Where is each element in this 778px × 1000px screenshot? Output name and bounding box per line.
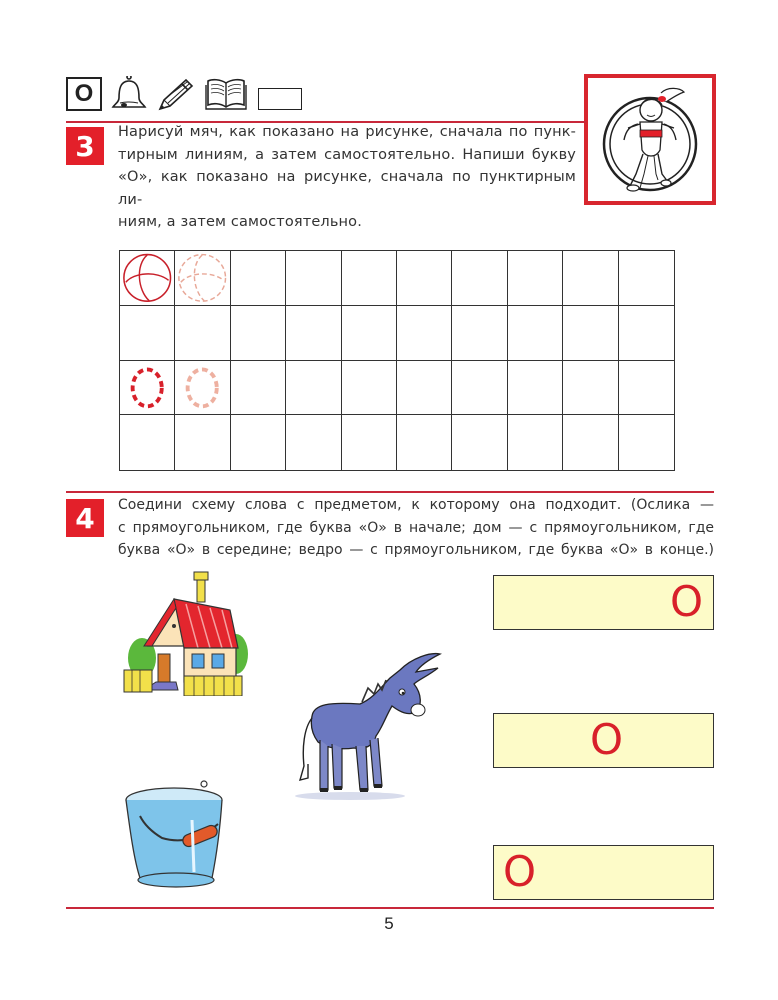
task-number-badge: 3 — [66, 127, 104, 165]
grid-cell[interactable] — [452, 415, 507, 470]
writing-grid — [119, 250, 675, 471]
grid-cell[interactable] — [563, 251, 618, 306]
house-picture[interactable] — [118, 566, 248, 696]
house-drawing — [118, 566, 248, 696]
scheme-letter: О — [503, 846, 537, 896]
instruction-line: «О», как показано на рисунке, сначала по пунктирным ли- — [118, 169, 576, 208]
grid-cell[interactable] — [452, 306, 507, 361]
grid-cell[interactable] — [397, 361, 452, 416]
grid-cell[interactable] — [231, 415, 286, 470]
letter-o-dotted-trace — [175, 361, 229, 415]
section-divider — [66, 491, 714, 493]
grid-cell[interactable] — [563, 415, 618, 470]
grid-cell[interactable] — [175, 306, 230, 361]
instruction-line: тирным линиям, а затем самостоятельно. Напиши букву — [118, 146, 576, 163]
grid-cell[interactable] — [286, 415, 341, 470]
instruction-line: буква «О» в середине; ведро — с прямоугольником, где буква «О» в конце.) — [118, 542, 714, 558]
grid-cell[interactable] — [175, 415, 230, 470]
grid-cell[interactable] — [342, 361, 397, 416]
grid-cell[interactable] — [342, 306, 397, 361]
word-scheme-o-end[interactable] — [493, 575, 714, 630]
grid-cell[interactable] — [286, 361, 341, 416]
ball-example — [120, 251, 174, 305]
instruction-line: ниям, а затем самостоятельно. — [118, 214, 362, 230]
grid-cell[interactable] — [619, 251, 674, 306]
grid-cell[interactable] — [231, 306, 286, 361]
letter-box: О — [66, 77, 102, 111]
hoop-girl-drawing — [588, 78, 712, 201]
footer-divider — [66, 907, 714, 909]
pencil-icon — [156, 76, 196, 112]
word-scheme-o-middle[interactable] — [493, 713, 714, 768]
task-number-badge: 4 — [66, 499, 104, 537]
grid-cell[interactable] — [286, 251, 341, 306]
word-scheme-o-start[interactable] — [493, 845, 714, 900]
grid-cell[interactable] — [619, 415, 674, 470]
donkey-picture[interactable] — [290, 648, 450, 803]
task-4-instructions — [118, 494, 714, 562]
grid-cell[interactable] — [563, 306, 618, 361]
bucket-picture[interactable] — [122, 780, 232, 892]
grid-cell[interactable] — [120, 251, 175, 306]
grid-cell[interactable] — [619, 361, 674, 416]
bucket-drawing — [122, 780, 232, 892]
grid-cell[interactable] — [120, 306, 175, 361]
grid-cell[interactable] — [175, 251, 230, 306]
task-3-instructions — [118, 121, 576, 234]
grid-cell[interactable] — [342, 251, 397, 306]
grid-cell[interactable] — [175, 361, 230, 416]
bell-icon — [110, 76, 148, 112]
blank-rectangle — [258, 88, 302, 110]
book-icon — [204, 76, 248, 112]
grid-cell[interactable] — [452, 361, 507, 416]
grid-cell[interactable] — [508, 306, 563, 361]
grid-cell[interactable] — [231, 251, 286, 306]
grid-cell[interactable] — [508, 251, 563, 306]
grid-cell[interactable] — [231, 361, 286, 416]
grid-cell[interactable] — [452, 251, 507, 306]
instruction-line: с прямоугольником, где буква «О» в начале; дом — с прямоугольником, где — [118, 519, 714, 536]
ball-dotted-trace — [175, 251, 229, 305]
grid-cell[interactable] — [619, 306, 674, 361]
instruction-line: Нарисуй мяч, как показано на рисунке, сначала по пунк- — [118, 124, 576, 140]
grid-cell[interactable] — [397, 415, 452, 470]
grid-cell[interactable] — [120, 361, 175, 416]
grid-cell[interactable] — [397, 306, 452, 361]
scheme-letter: О — [590, 714, 624, 764]
grid-cell[interactable] — [508, 415, 563, 470]
letter-o-dotted-example — [120, 361, 174, 415]
header-icons — [66, 76, 302, 112]
grid-cell[interactable] — [563, 361, 618, 416]
girl-with-hoop-illustration — [584, 74, 716, 205]
frame-connector — [576, 121, 586, 123]
donkey-drawing — [290, 648, 450, 803]
grid-cell[interactable] — [120, 415, 175, 470]
instruction-line: Соедини схему слова с предметом, к которому она подходит. (Ослика — — [118, 497, 714, 513]
page-number: 5 — [384, 914, 394, 933]
grid-cell[interactable] — [286, 306, 341, 361]
grid-cell[interactable] — [342, 415, 397, 470]
scheme-letter: О — [669, 576, 703, 626]
grid-cell[interactable] — [397, 251, 452, 306]
grid-cell[interactable] — [508, 361, 563, 416]
